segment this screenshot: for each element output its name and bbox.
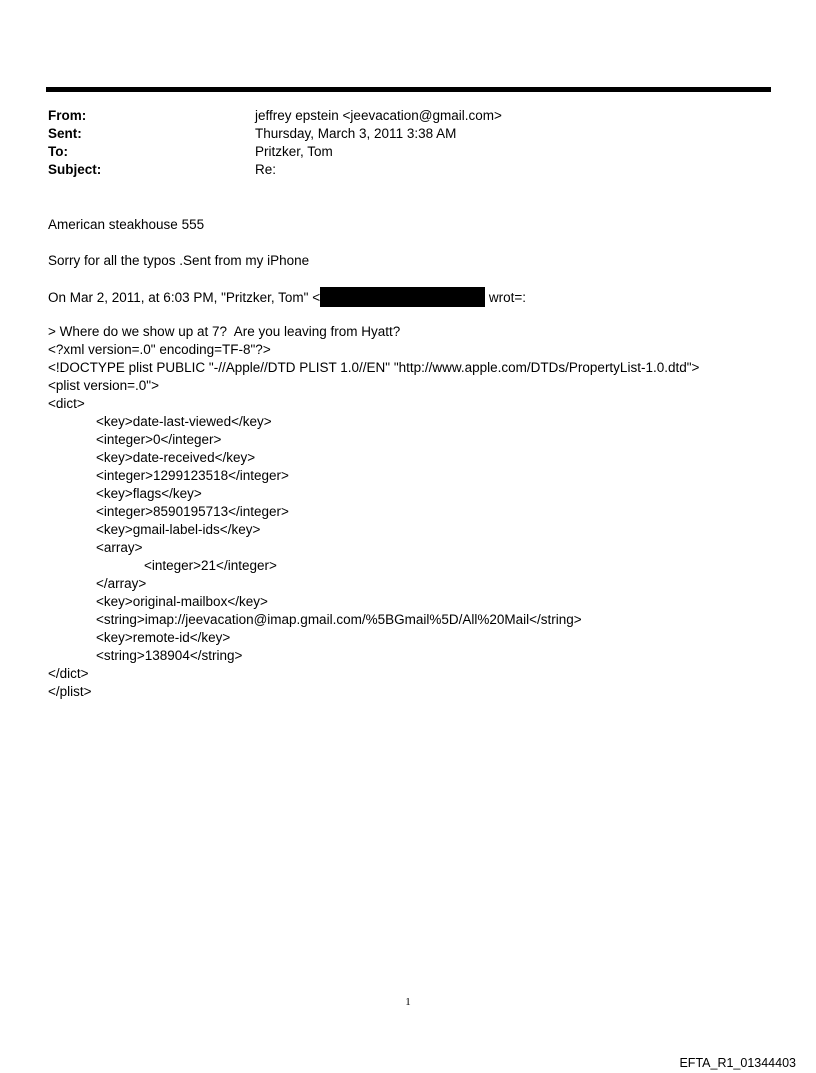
to-label: To: — [48, 144, 68, 159]
plist-line: <key>original-mailbox</key> — [96, 594, 268, 609]
subject-label: Subject: — [48, 162, 102, 177]
from-value: jeffrey epstein <jeevacation@gmail.com> — [255, 108, 502, 123]
plist-line: <?xml version=.0" encoding=TF-8"?> — [48, 342, 271, 357]
plist-line: <string>138904</string> — [96, 648, 243, 663]
plist-line: <key>date-received</key> — [96, 450, 256, 465]
from-row — [48, 107, 748, 125]
sent-value: Thursday, March 3, 2011 3:38 AM — [255, 126, 457, 141]
to-value: Pritzker, Tom — [255, 144, 333, 159]
plist-line: <!DOCTYPE plist PUBLIC "-//Apple//DTD PLIST 1.0//EN" "http://www.apple.com/DTDs/PropertyList-1.0.dtd"> — [48, 360, 700, 375]
body-line-typos: Sorry for all the typos .Sent from my iPhone — [48, 253, 310, 268]
plist-line: <key>date-last-viewed</key> — [96, 414, 272, 429]
quote-suffix: wrot=: — [485, 290, 526, 305]
plist-line: <key>flags</key> — [96, 486, 202, 501]
plist-line: <integer>21</integer> — [144, 558, 277, 573]
bates-number: EFTA_R1_01344403 — [679, 1056, 796, 1070]
plist-line: </plist> — [48, 684, 92, 699]
plist-line: </dict> — [48, 666, 89, 681]
plist-line: <dict> — [48, 396, 85, 411]
subject-row — [48, 161, 748, 179]
quote-attribution — [48, 287, 526, 307]
page-number: 1 — [405, 996, 411, 1008]
sent-label: Sent: — [48, 126, 82, 141]
redaction-bar — [320, 287, 485, 307]
plist-line: <string>imap://jeevacation@imap.gmail.com/%5BGmail%5D/All%20Mail</string> — [96, 612, 582, 627]
plist-line: <integer>0</integer> — [96, 432, 222, 447]
plist-line: <integer>8590195713</integer> — [96, 504, 289, 519]
to-row — [48, 143, 748, 161]
sent-row — [48, 125, 748, 143]
plist-line: <integer>1299123518</integer> — [96, 468, 289, 483]
plist-line: <key>gmail-label-ids</key> — [96, 522, 261, 537]
plist-line: <plist version=.0"> — [48, 378, 159, 393]
plist-line: <key>remote-id</key> — [96, 630, 231, 645]
plist-line: </array> — [96, 576, 147, 591]
header-rule — [46, 87, 771, 92]
from-label: From: — [48, 108, 87, 123]
quote-prefix: On Mar 2, 2011, at 6:03 PM, "Pritzker, Tom" < — [48, 290, 321, 305]
plist-line: <array> — [96, 540, 143, 555]
email-header — [48, 107, 748, 179]
quoted-question: > Where do we show up at 7? Are you leaving from Hyatt? — [48, 324, 401, 339]
subject-value: Re: — [255, 162, 277, 177]
plist-block — [48, 323, 699, 701]
body-line-steakhouse: American steakhouse 555 — [48, 217, 205, 232]
